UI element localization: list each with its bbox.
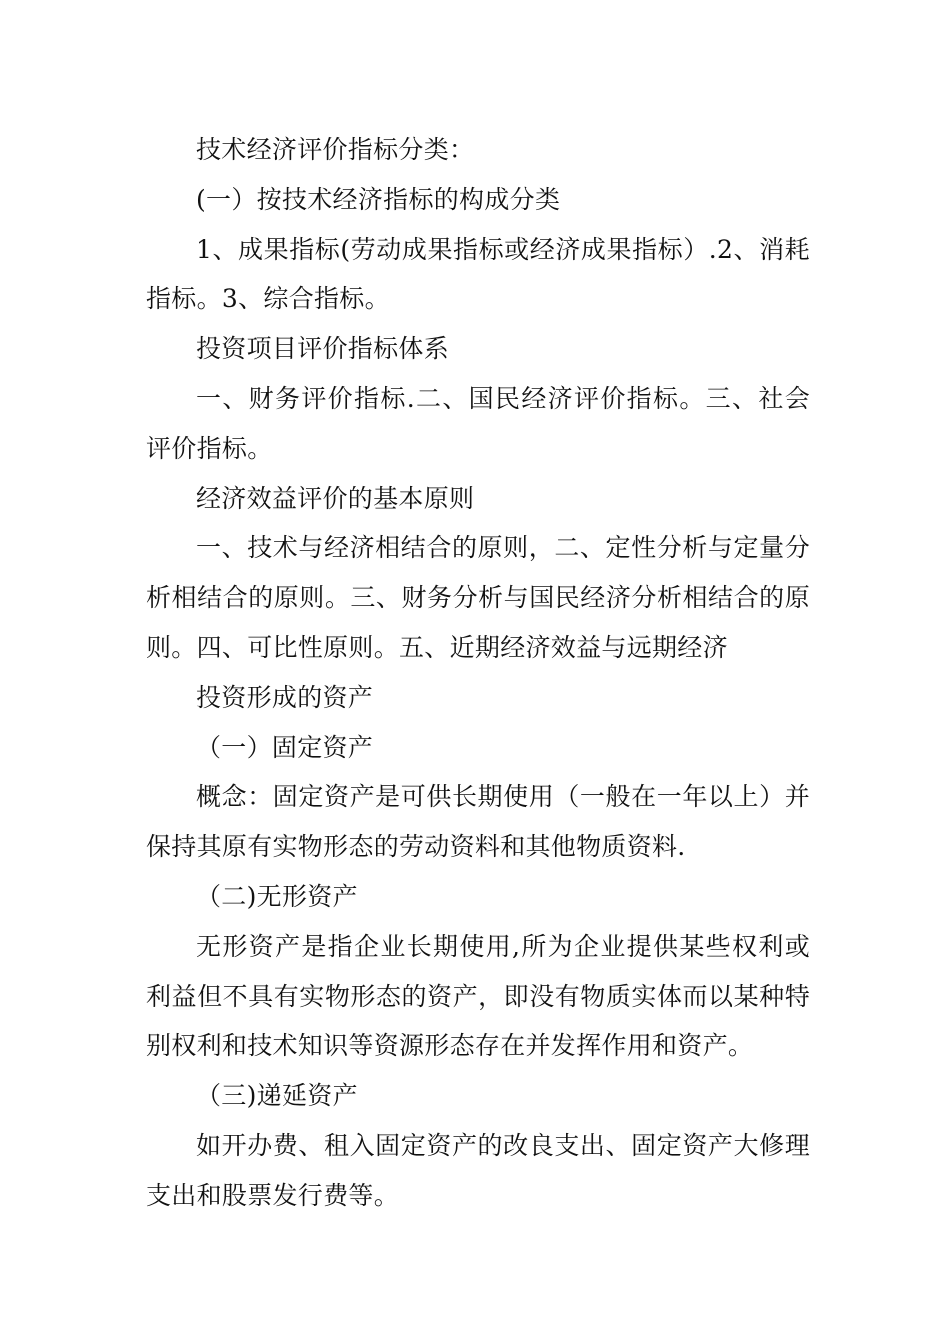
subheading-deferred-assets: （三)递延资产 (196, 1081, 358, 1111)
subheading-fixed-assets: （一）固定资产 (196, 732, 374, 762)
paragraph-intangible-assets: 无形资产是指企业长期使用,所为企业提供某些权利或利益但不具有实物形态的资产，即没有物质实体而以某种特别权利和技术知识等资源形态存在并发挥作用和资产。 (146, 931, 810, 1061)
heading-indicator-classification: 技术经济评价指标分类： (196, 135, 475, 164)
subheading-intangible-assets: （二)无形资产 (196, 881, 358, 911)
subheading-composition-classification: (一）按技术经济指标的构成分类 (196, 184, 561, 214)
paragraph-principles: 一、技术与经济相结合的原则，二、定性分析与定量分析相结合的原则。三、财务分析与国民经济分析相结合的原则。四、可比性原则。五、近期经济效益与远期经济 (146, 533, 810, 662)
heading-investment-assets: 投资形成的资产 (196, 682, 374, 712)
heading-evaluation-system: 投资项目评价指标体系 (196, 334, 450, 364)
paragraph-evaluation-indicators: 一、财务评价指标.二、国民经济评价指标。三、社会评价指标。 (146, 383, 810, 463)
document-page (146, 125, 810, 1221)
heading-basic-principles: 经济效益评价的基本原则 (196, 483, 475, 513)
paragraph-deferred-assets: 如开办费、租入固定资产的改良支出、固定资产大修理支出和股票发行费等。 (146, 1130, 810, 1210)
paragraph-indicator-types: 1、成果指标(劳动成果指标或经济成果指标）.2、消耗指标。3、综合指标。 (146, 234, 810, 314)
paragraph-fixed-assets-concept: 概念：固定资产是可供长期使用（一般在一年以上）并保持其原有实物形态的劳动资料和其他物质资料. (146, 782, 810, 862)
